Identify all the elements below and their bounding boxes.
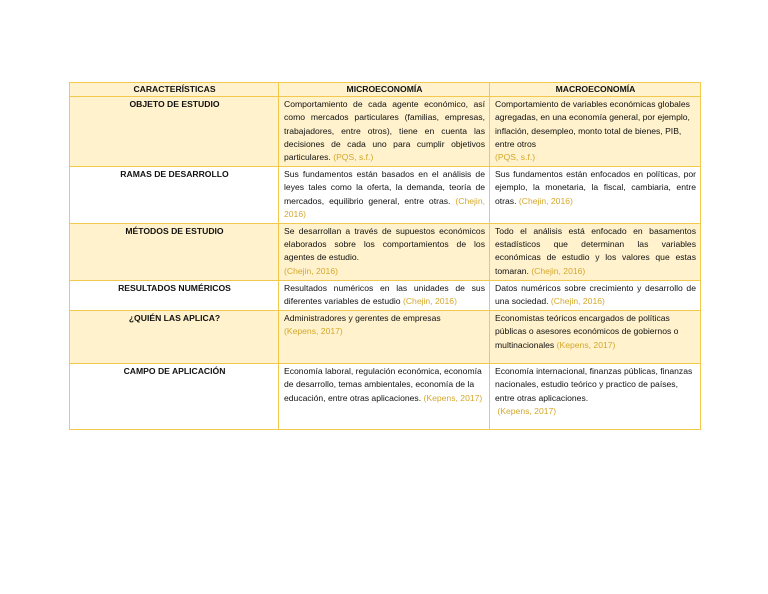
micro-text: Sus fundamentos están basados en el análisis de leyes tales como la oferta, la demanda, teoría de mercados, equilibrio general, entre otras. [284,169,485,206]
macro-text: Todo el análisis está enfocado en basamentos estadísticos que determinan las variables económicas de estudio y los valores que estas tomaran. [495,226,696,276]
row-label: RESULTADOS NUMÉRICOS [70,280,279,310]
citation: (PQS, s.f.) [495,152,536,163]
citation: (Kepens, 2017) [556,339,616,350]
header-macroeconomia: MACROECONOMÍA [490,83,701,97]
table-row [70,97,701,167]
citation: (Chejin, 2016) [284,265,338,276]
comparison-table [69,82,701,430]
row-label: ¿QUIÉN LAS APLICA? [70,311,279,364]
citation: (Chejin, 2016) [550,296,605,307]
micro-cell [279,97,490,167]
macro-text: Economía internacional, finanzas públicas, finanzas nacionales, estudio teórico y practico de países, entre otras aplicaciones. [495,366,693,403]
macro-text: Economistas teóricos encargados de políticas públicas o asesores económicos de gobiernos o multinacionales [495,313,679,350]
macro-cell [490,311,701,364]
micro-cell [279,280,490,310]
table-row [70,364,701,430]
macro-cell [490,280,701,310]
header-microeconomia: MICROECONOMÍA [279,83,490,97]
header-caracteristicas: CARACTERÍSTICAS [70,83,279,97]
row-label: CAMPO DE APLICACIÓN [70,364,279,430]
table-row [70,224,701,281]
macro-text: Datos numéricos sobre crecimiento y desarrollo de una sociedad. [495,282,696,307]
micro-cell [279,311,490,364]
macro-cell [490,97,701,167]
row-label: OBJETO DE ESTUDIO [70,97,279,167]
citation: (Kepens, 2017) [284,326,343,337]
micro-text: Comportamiento de cada agente económico, así como mercados particulares (familias, empresas, trabajadores, entre otros), tiene en cuenta las decisiones de cada uno para cumplir objetivos particulares. [284,99,485,163]
micro-text: Se desarrollan a través de supuestos económicos elaborados sobre los comportamientos de los agentes de estudio. [284,226,485,263]
citation: (Kepens, 2017) [497,405,557,416]
citation: (PQS, s.f.) [333,152,374,163]
macro-cell [490,224,701,281]
citation: (Chejin, 2016) [284,195,486,219]
macro-cell [490,167,701,224]
citation: (Kepens, 2017) [423,392,483,403]
macro-cell [490,364,701,430]
table-row [70,280,701,310]
table-header-row [70,83,701,97]
citation: (Chejin, 2016) [531,265,586,276]
citation: (Chejin, 2016) [518,195,573,206]
table-row [70,311,701,364]
macro-text: Comportamiento de variables económicas globales agregadas, en una economía general, por ejemplo, inflación, desempleo, monto total de bienes, PIB, entre otros [495,99,690,149]
micro-cell [279,364,490,430]
citation: (Chejin, 2016) [402,296,457,307]
row-label: RAMAS DE DESARROLLO [70,167,279,224]
row-label: MÉTODOS DE ESTUDIO [70,224,279,281]
macro-text: Sus fundamentos están enfocados en políticas, por ejemplo, la monetaria, la fiscal, cambiaria, entre otras. [495,169,696,206]
micro-text: Economía laboral, regulación económica, economía de desarrollo, temas ambientales, economía de la educación, entre otras aplicaciones. [284,366,482,403]
micro-text: Resultados numéricos en las unidades de sus diferentes variables de estudio [284,282,485,307]
micro-cell [279,167,490,224]
micro-text: Administradores y gerentes de empresas [284,313,441,324]
table-row [70,167,701,224]
micro-cell [279,224,490,281]
